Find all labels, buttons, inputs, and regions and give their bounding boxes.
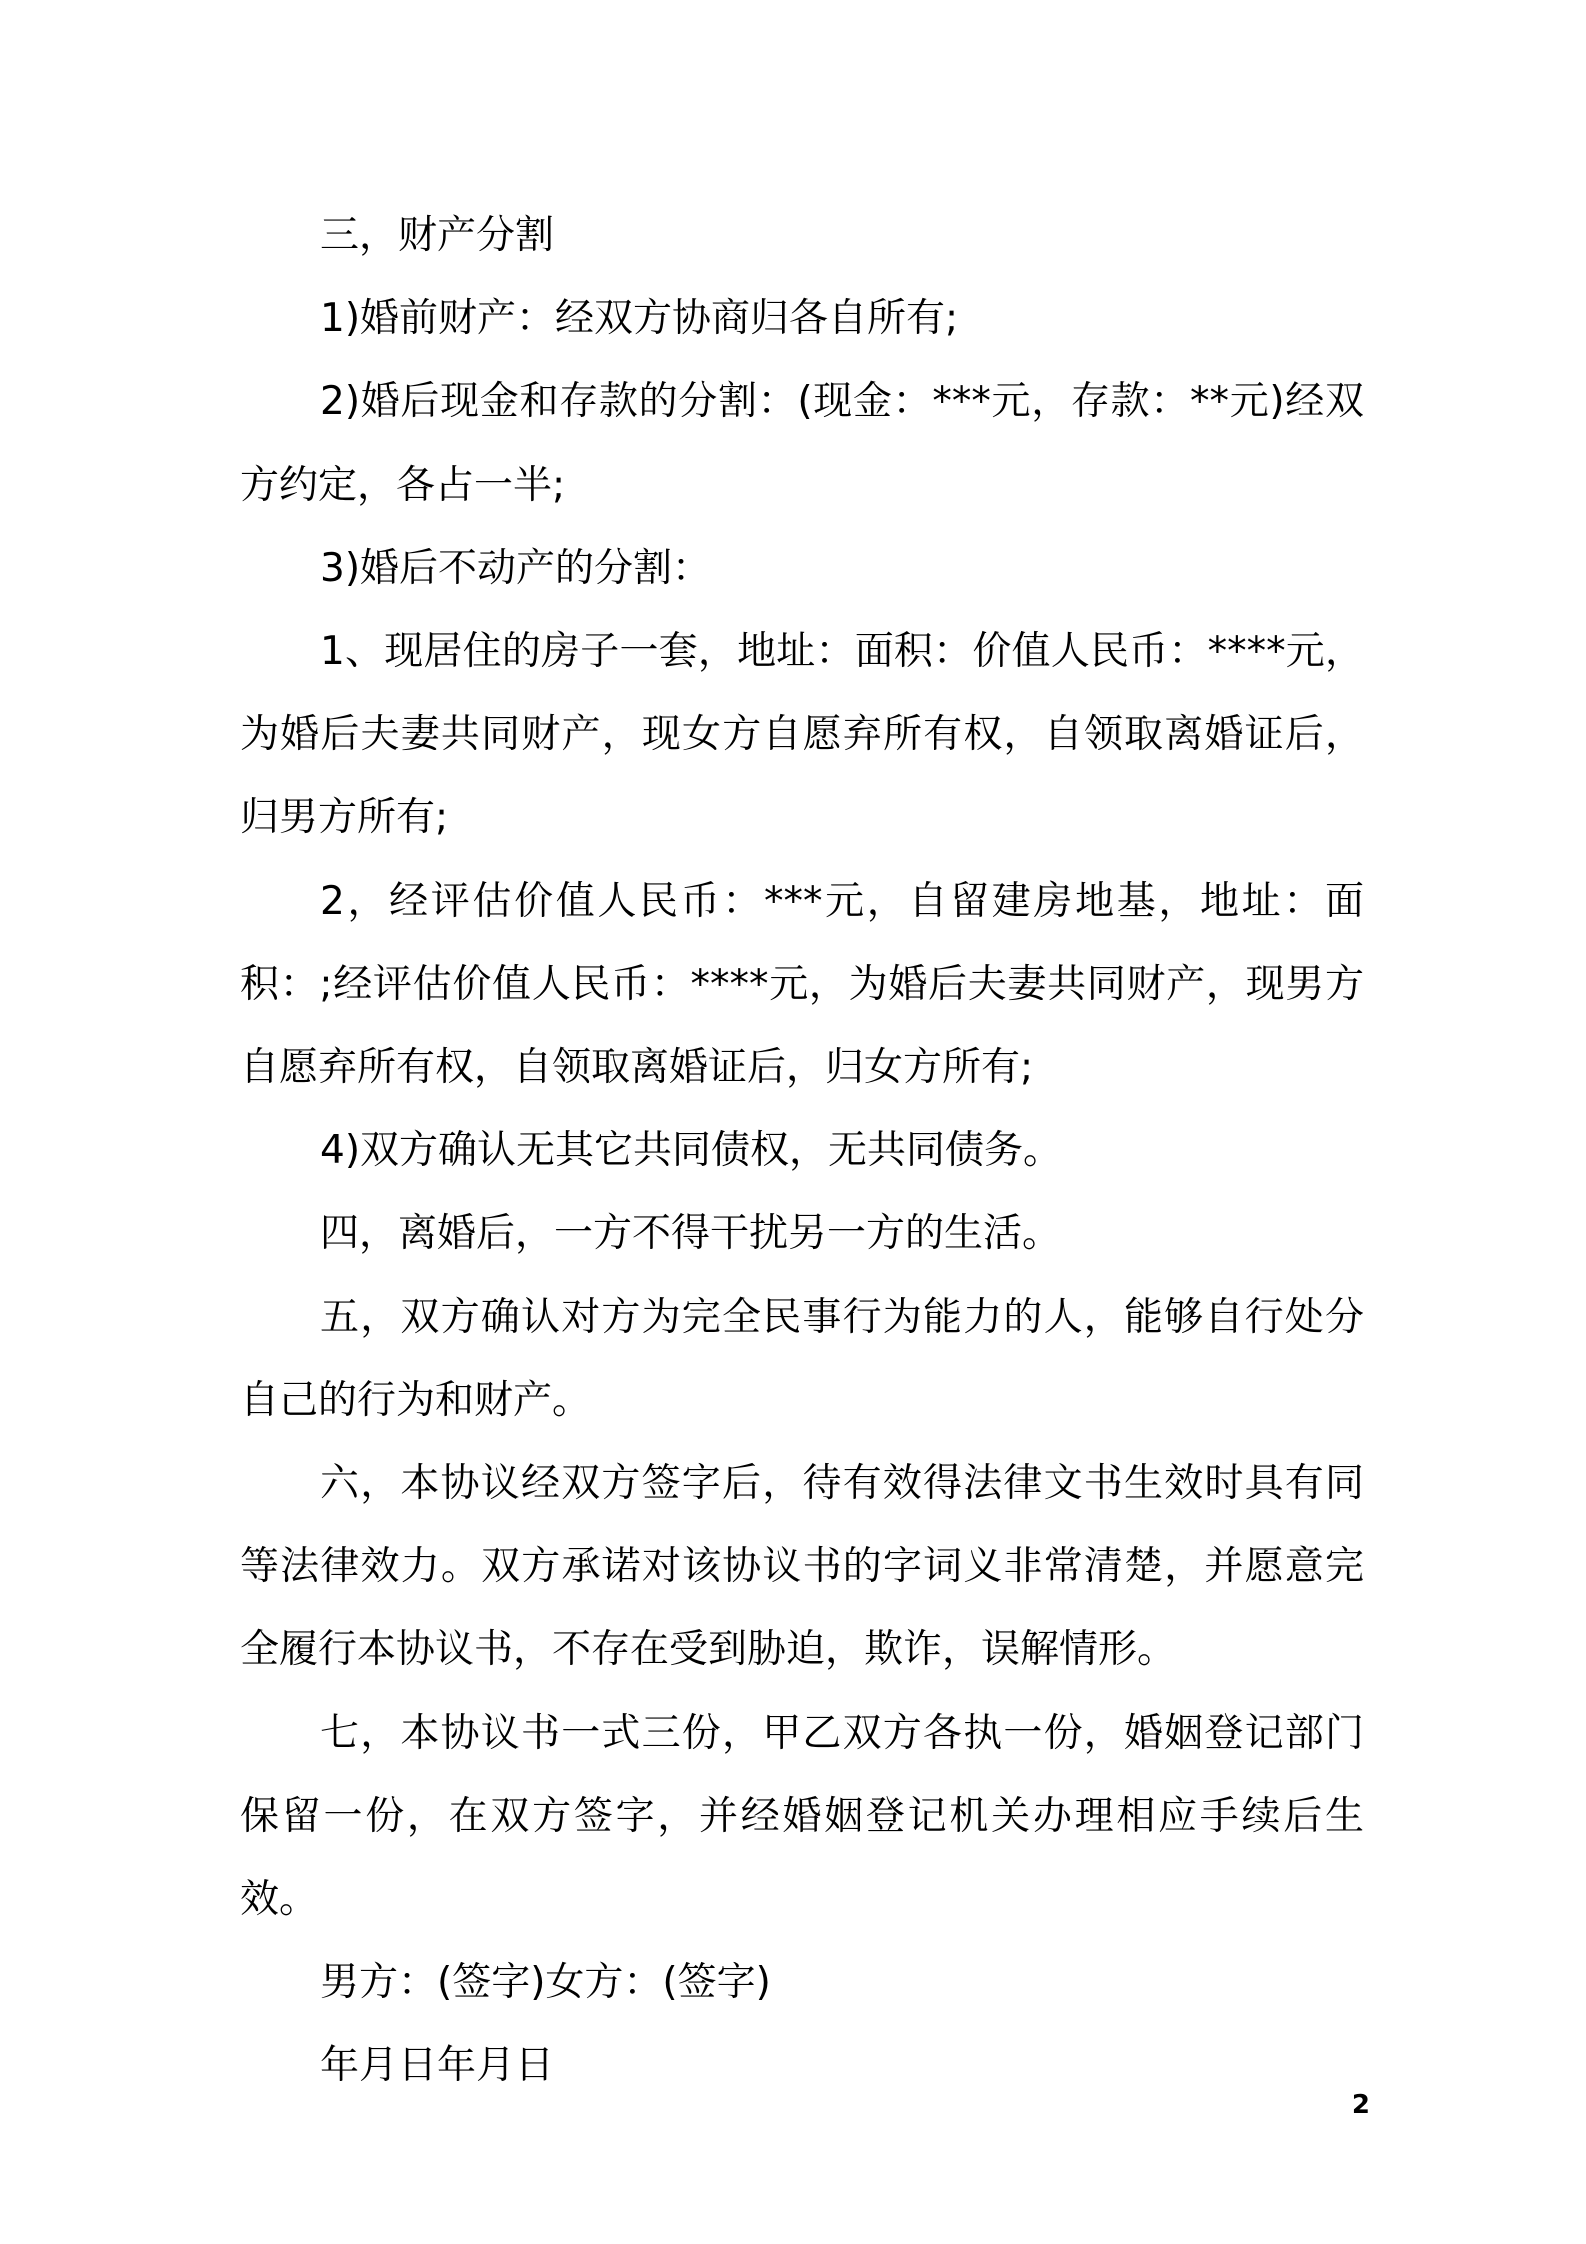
clause-premarital-property: 1)婚前财产：经双方协商归各自所有; bbox=[320, 296, 959, 342]
clause-residence: 1、现居住的房子一套，地址：面积：价值人民币：****元，为婚后夫妻共同财产，现女方自愿弃所有权，自领取离婚证后，归男方所有; bbox=[240, 629, 1364, 841]
clause-real-estate-heading: 3)婚后不动产的分割： bbox=[320, 545, 712, 591]
section-copies: 七，本协议书一式三份，甲乙双方各执一份，婚姻登记部门保留一份，在双方签字，并经婚姻登记机关办理相应手续后生效。 bbox=[240, 1710, 1364, 1923]
document-body bbox=[240, 194, 1364, 2108]
clause-homestead-land: 2，经评估价值人民币：***元，自留建房地基，地址：面积：;经评估价值人民币：****元，为婚后夫妻共同财产，现男方自愿弃所有权，自领取离婚证后，归女方所有; bbox=[240, 878, 1364, 1091]
clause-debts: 4)双方确认无其它共同债权，无共同债务。 bbox=[320, 1128, 1063, 1174]
date-line: 年月日年月日 bbox=[320, 2043, 555, 2089]
section-heading-property-division: 三，财产分割 bbox=[320, 213, 555, 258]
section-no-interference: 四，离婚后，一方不得干扰另一方的生活。 bbox=[320, 1211, 1062, 1257]
clause-cash-and-deposits: 2)婚后现金和存款的分割：(现金：***元，存款：**元)经双方约定，各占一半; bbox=[240, 379, 1364, 508]
page-number: 2 bbox=[1351, 2090, 1370, 2120]
signature-line: 男方：(签字)女方：(签字) bbox=[320, 1960, 771, 2006]
section-legal-effect: 六，本协议经双方签字后，待有效得法律文书生效时具有同等法律效力。双方承诺对该协议书的字词义非常清楚，并愿意完全履行本协议书，不存在受到胁迫，欺诈，误解情形。 bbox=[240, 1461, 1364, 1673]
section-capacity: 五，双方确认对方为完全民事行为能力的人，能够自行处分自己的行为和财产。 bbox=[240, 1294, 1364, 1423]
